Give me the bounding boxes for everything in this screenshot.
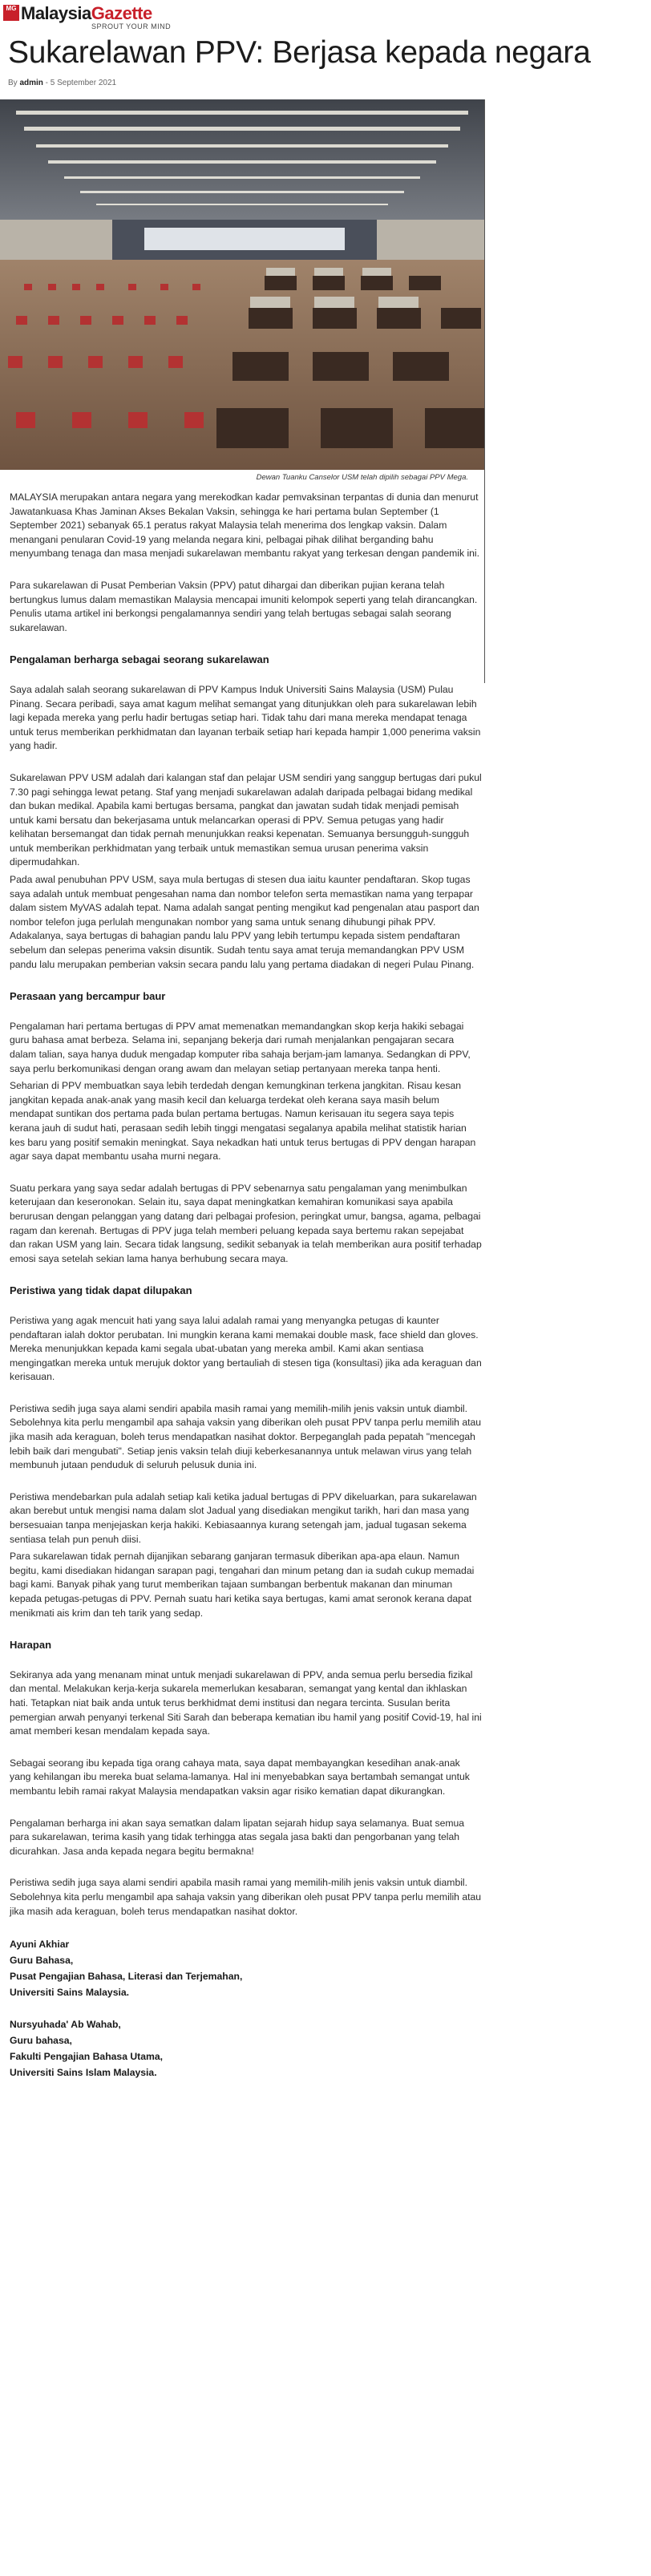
signature-role: Guru bahasa, — [10, 2035, 72, 2047]
paragraph: Peristiwa sedih juga saya alami sendiri apabila masih ramai yang memilih-milih jenis vaksin untuk diambil. Sebolehnya kita perlu mengambil apa sahaja vaksin yang diberikan oleh pusat PPV tanpa perlu memilih atau jika masih ada keraguan, boleh terus mendapatkan nasihat doktor. — [10, 1877, 482, 1917]
section-heading: Harapan — [10, 1639, 52, 1652]
logo-mark-icon: MG — [3, 5, 19, 21]
paragraph: Pengalaman berharga ini akan saya sematkan dalam lipatan sejarah hidup saya selamanya. Buat semua para sukarelawan, terima kasih yang tidak terhingga atas segala jasa bakti dan pengorbanan yang telah dicurahkan. Jasa anda kepada negara begitu bermakna! — [10, 1817, 465, 1857]
logo-name-part1: Malaysia — [21, 3, 91, 23]
signature-role: Guru Bahasa, — [10, 1955, 74, 1967]
paragraph: Suatu perkara yang saya sedar adalah bertugas di PPV sebenarnya satu pengalaman yang menimbulkan keterujaan dan keseronokan. Selain itu, saya dapat meningkatkan kemahiran komunikasi saya apabila berurusan dengan pelanggan yang datang dari pelbagai profesion, peringkat umur, bangsa, agama, pelbagai ragam dan kerenah. Bertugas di PPV juga telah memberi peluang kepada saya bertemu rakan sepejabat dan rakan USM yang lain. Secara tidak langsung, sedikit sebanyak ia telah memberikan aura positif terhadap emosi saya setelah sekian lama hanya berhubung secara maya. — [10, 1182, 482, 1264]
paragraph: Para sukarelawan di Pusat Pemberian Vaksin (PPV) patut dihargai dan diberikan pujian kerana telah bertungkus lumus dalam memastikan Malaysia mencapai imuniti kelompok seperti yang telah dirancangkan. Penulis utama artikel ini berkongsi pengalamannya sendiri yang telah bertugas sebagai salah seorang sukarelawan. — [10, 579, 478, 633]
paragraph: Saya adalah salah seorang sukarelawan di PPV Kampus Induk Universiti Sains Malaysia (USM) Pulau Pinang. Secara peribadi, saya amat kagum melihat semangat yang ditunjukkan oleh para sukarelawan lebih lagi kepada mereka yang perlu hadir bertugas setiap hari. Tidak tahu dari mana mereka mendapat tenaga untuk terus memberikan perkhidmatan dan layanan terbaik setiap hari kepada hampir 1,000 penerima vaksin yang hadir. — [10, 683, 481, 752]
paragraph: Peristiwa sedih juga saya alami sendiri apabila masih ramai yang memilih-milih jenis vaksin untuk diambil. Sebolehnya kita perlu mengambil apa sahaja vaksin yang diberikan oleh pusat PPV tanpa perlu memilih atau jika masih ada keraguan, boleh terus mendapatkan nasihat doktor. Berpeganglah pada pepatah "mencegah lebih baik dari mengubati". Setiap jenis vaksin telah diuji keberkesanannya untuk melawan virus yang telah membunuh jutaan penduduk di seluruh pelusuk dunia ini. — [10, 1402, 482, 1471]
signature-dept: Pusat Pengajian Bahasa, Literasi dan Terjemahan, — [10, 1971, 243, 1983]
article-body — [10, 491, 483, 2081]
section-heading: Perasaan yang bercampur baur — [10, 990, 166, 1003]
paragraph: Para sukarelawan tidak pernah dijanjikan sebarang ganjaran termasuk diberikan apa-apa elaun. Namun begitu, kami disediakan hidangan sarapan pagi, tengahari dan minum petang dan ia sudah cukup memadai bagi kami. Banyak pihak yang turut memberikan tajaan sumbangan berbentuk makanan dan minuman kepada petugas-petugas di PPV. Pernah suatu hari ketika saya bertugas, kami amat seronok kerana dapat menikmati ais krim dan teh tarik yang sedap. — [10, 1551, 475, 1619]
signature-name: Nursyuhada' Ab Wahab, — [10, 2019, 121, 2031]
paragraph: Peristiwa mendebarkan pula adalah setiap kali ketika jadual bertugas di PPV dikeluarkan, para sukarelawan akan berebut untuk mengisi nama dalam slot Jadual yang disediakan mengikut tarikh, hari dan masa yang bersesuaian tanpa menjejaskan kerja hakiki. Kebiasaannya kurang setengah jam, jadual tugasan sekema sentiasa telah pun penuh diisi. — [10, 1490, 477, 1545]
date-separator: - — [42, 79, 51, 87]
paragraph: Pada awal penubuhan PPV USM, saya mula bertugas di stesen dua iaitu kaunter pendaftaran. Skop tugas saya adalah untuk membuat pengesahan nama dan nombor telefon serta memastikan nama yang terpapar dalam sistem MyVAS adalah tepat. Nama adalah sangat penting mengikut kad pengenalan atau pasport dan nombor telefon juga perlulah mengunakan nombor yang sama untuk senang dihubungi pihak PPV. Adakalanya, saya bertugas di bahagian pandu lalu PPV yang lebih tertumpu kepada sistem pendaftaran sebelum dan selepas penerima vaksin disuntik. Sudah tentu saya amat teruja memandangkan PPV USM pandu lalu merupakan pemberian vaksin secara pandu lalu yang pertama diadakan di negeri Pulau Pinang. — [10, 874, 479, 970]
hero-image — [0, 99, 484, 470]
content-divider — [484, 99, 485, 683]
publish-date: 5 September 2021 — [50, 79, 117, 87]
logo-tagline: SPROUT YOUR MIND — [91, 22, 172, 30]
author-signature-2 — [10, 2016, 483, 2081]
logo-name-part2: Gazette — [91, 3, 152, 23]
site-logo[interactable] — [3, 3, 196, 32]
paragraph: Pengalaman hari pertama bertugas di PPV amat memenatkan memandangkan skop kerja hakiki sebagai guru bahasa amat berbeza. Selama ini, sepanjang bekerja dari rumah menjalankan pengajaran secara dalam talian, saya hanya duduk mengadap komputer riba sahaja berjam-jam lamanya. Sedangkan di PPV, saya perlu berkomunikasi dengan orang awam dan melayan setiap pertanyaan mereka tanpa henti. — [10, 1020, 471, 1074]
signature-uni: Universiti Sains Malaysia. — [10, 1987, 130, 1999]
article-title: Sukarelawan PPV: Berjasa kepada negara — [8, 35, 591, 70]
signature-uni: Universiti Sains Islam Malaysia. — [10, 2067, 157, 2079]
section-heading: Peristiwa yang tidak dapat dilupakan — [10, 1284, 192, 1297]
logo-name — [21, 3, 152, 24]
image-caption: Dewan Tuanku Canselor USM telah dipilih sebagai PPV Mega. — [256, 473, 468, 482]
paragraph: Seharian di PPV membuatkan saya lebih terdedah dengan kemungkinan terkena jangkitan. Risau kesan jangkitan kepada anak-anak yang masih kecil dan keluarga terdekat oleh kerana saya masih belum mendapat suntikan dos pertama pada bulan pertama bertugas. Namun kerisauan itu segera saya tepis kerana jauh di sudut hati, perasaan sedih lebih tinggi mengatasi segalanya apabila melihat statistik harian kes baru yang positif semakin meningkat. Saya nekadkan hati untuk terus bertugas di PPV dengan harapan agar saya dapat membantu usaha murni negara. — [10, 1080, 476, 1163]
by-prefix: By — [8, 79, 18, 87]
paragraph: Sebagai seorang ibu kepada tiga orang cahaya mata, saya dapat membayangkan kesedihan anak-anak yang kehilangan ibu mereka buat selama-lamanya. Hal ini menyebabkan saya bertambah semangat untuk membantu lebih ramai rakyat Malaysia mendapatkan vaksin agar risiko kematian dapat dikurangkan. — [10, 1757, 470, 1797]
paragraph: Sekiranya ada yang menanam minat untuk menjadi sukarelawan di PPV, anda semua perlu bersedia fizikal dan mental. Melakukan kerja-kerja sukarela memerlukan kesabaran, semangat yang kental dan ikhlaskan hati. Tetapkan niat baik anda untuk terus berkhidmat demi institusi dan negara tercinta. Susulan berita pemergian arwah penyanyi terkenal Siti Sarah dan beberapa kematian ibu hamil yang positif Covid-19, hal ini amat memberi kesan mendalam kepada saya. — [10, 1668, 482, 1737]
hall-illustration — [0, 99, 484, 470]
article-meta — [8, 79, 116, 87]
paragraph: Sukarelawan PPV USM adalah dari kalangan staf dan pelajar USM sendiri yang sanggup bertugas dari pukul 7.30 pagi sehingga lewat petang. Staf yang menjadi sukarelawan adalah daripada pelbagai bidang medikal dan bukan medikal. Apabila kami bertugas bersama, pangkat dan jawatan sudah tidak menjadi pemisah untuk kami bersatu dan bekerjasama untuk melancarkan operasi di PPV. Semua petugas yang hadir kelihatan bersemangat dan tidak pernah menunjukkan reaksi kepenatan. Semuanya bersungguh-sungguh untuk memberikan perkhidmatan yang terbaik untuk memastikan semua urusan penerima vaksin dipermudahkan. — [10, 771, 482, 868]
paragraph: MALAYSIA merupakan antara negara yang merekodkan kadar pemvaksinan terpantas di dunia dan menurut Jawatankuasa Khas Jaminan Akses Bekalan Vaksin, sehingga ke hari pertama bulan September (1 September 2021) sebanyak 65.1 peratus rakyat Malaysia telah menerima dos lengkap vaksin. Dalam menangani penularan Covid-19 yang melanda negara kini, pelbagai pihak dilihat berganding bahu menyumbang tenaga dan masa menjadi sukarelawan membantu rakyat yang terkesan dengan pandemik ini. — [10, 491, 480, 560]
signature-name: Ayuni Akhiar — [10, 1939, 70, 1951]
paragraph: Peristiwa yang agak mencuit hati yang saya lalui adalah ramai yang menyangka petugas di kaunter pendaftaran ialah doktor perubatan. Ini mungkin kerana kami memakai double mask, face shield dan gloves. Mereka menunjukkan kepada kami segala ubat-ubatan yang mereka ambil. Kami akan sentiasa mengingatkan mereka untuk merujuk doktor yang bertauliah di stesen tiga (konsultasi) jika ada keraguan dan kerisauan. — [10, 1314, 482, 1383]
signature-dept: Fakulti Pengajian Bahasa Utama, — [10, 2051, 164, 2063]
author-signature-1 — [10, 1936, 483, 2000]
author-link[interactable]: admin — [19, 79, 43, 87]
section-heading: Pengalaman berharga sebagai seorang sukarelawan — [10, 653, 269, 666]
